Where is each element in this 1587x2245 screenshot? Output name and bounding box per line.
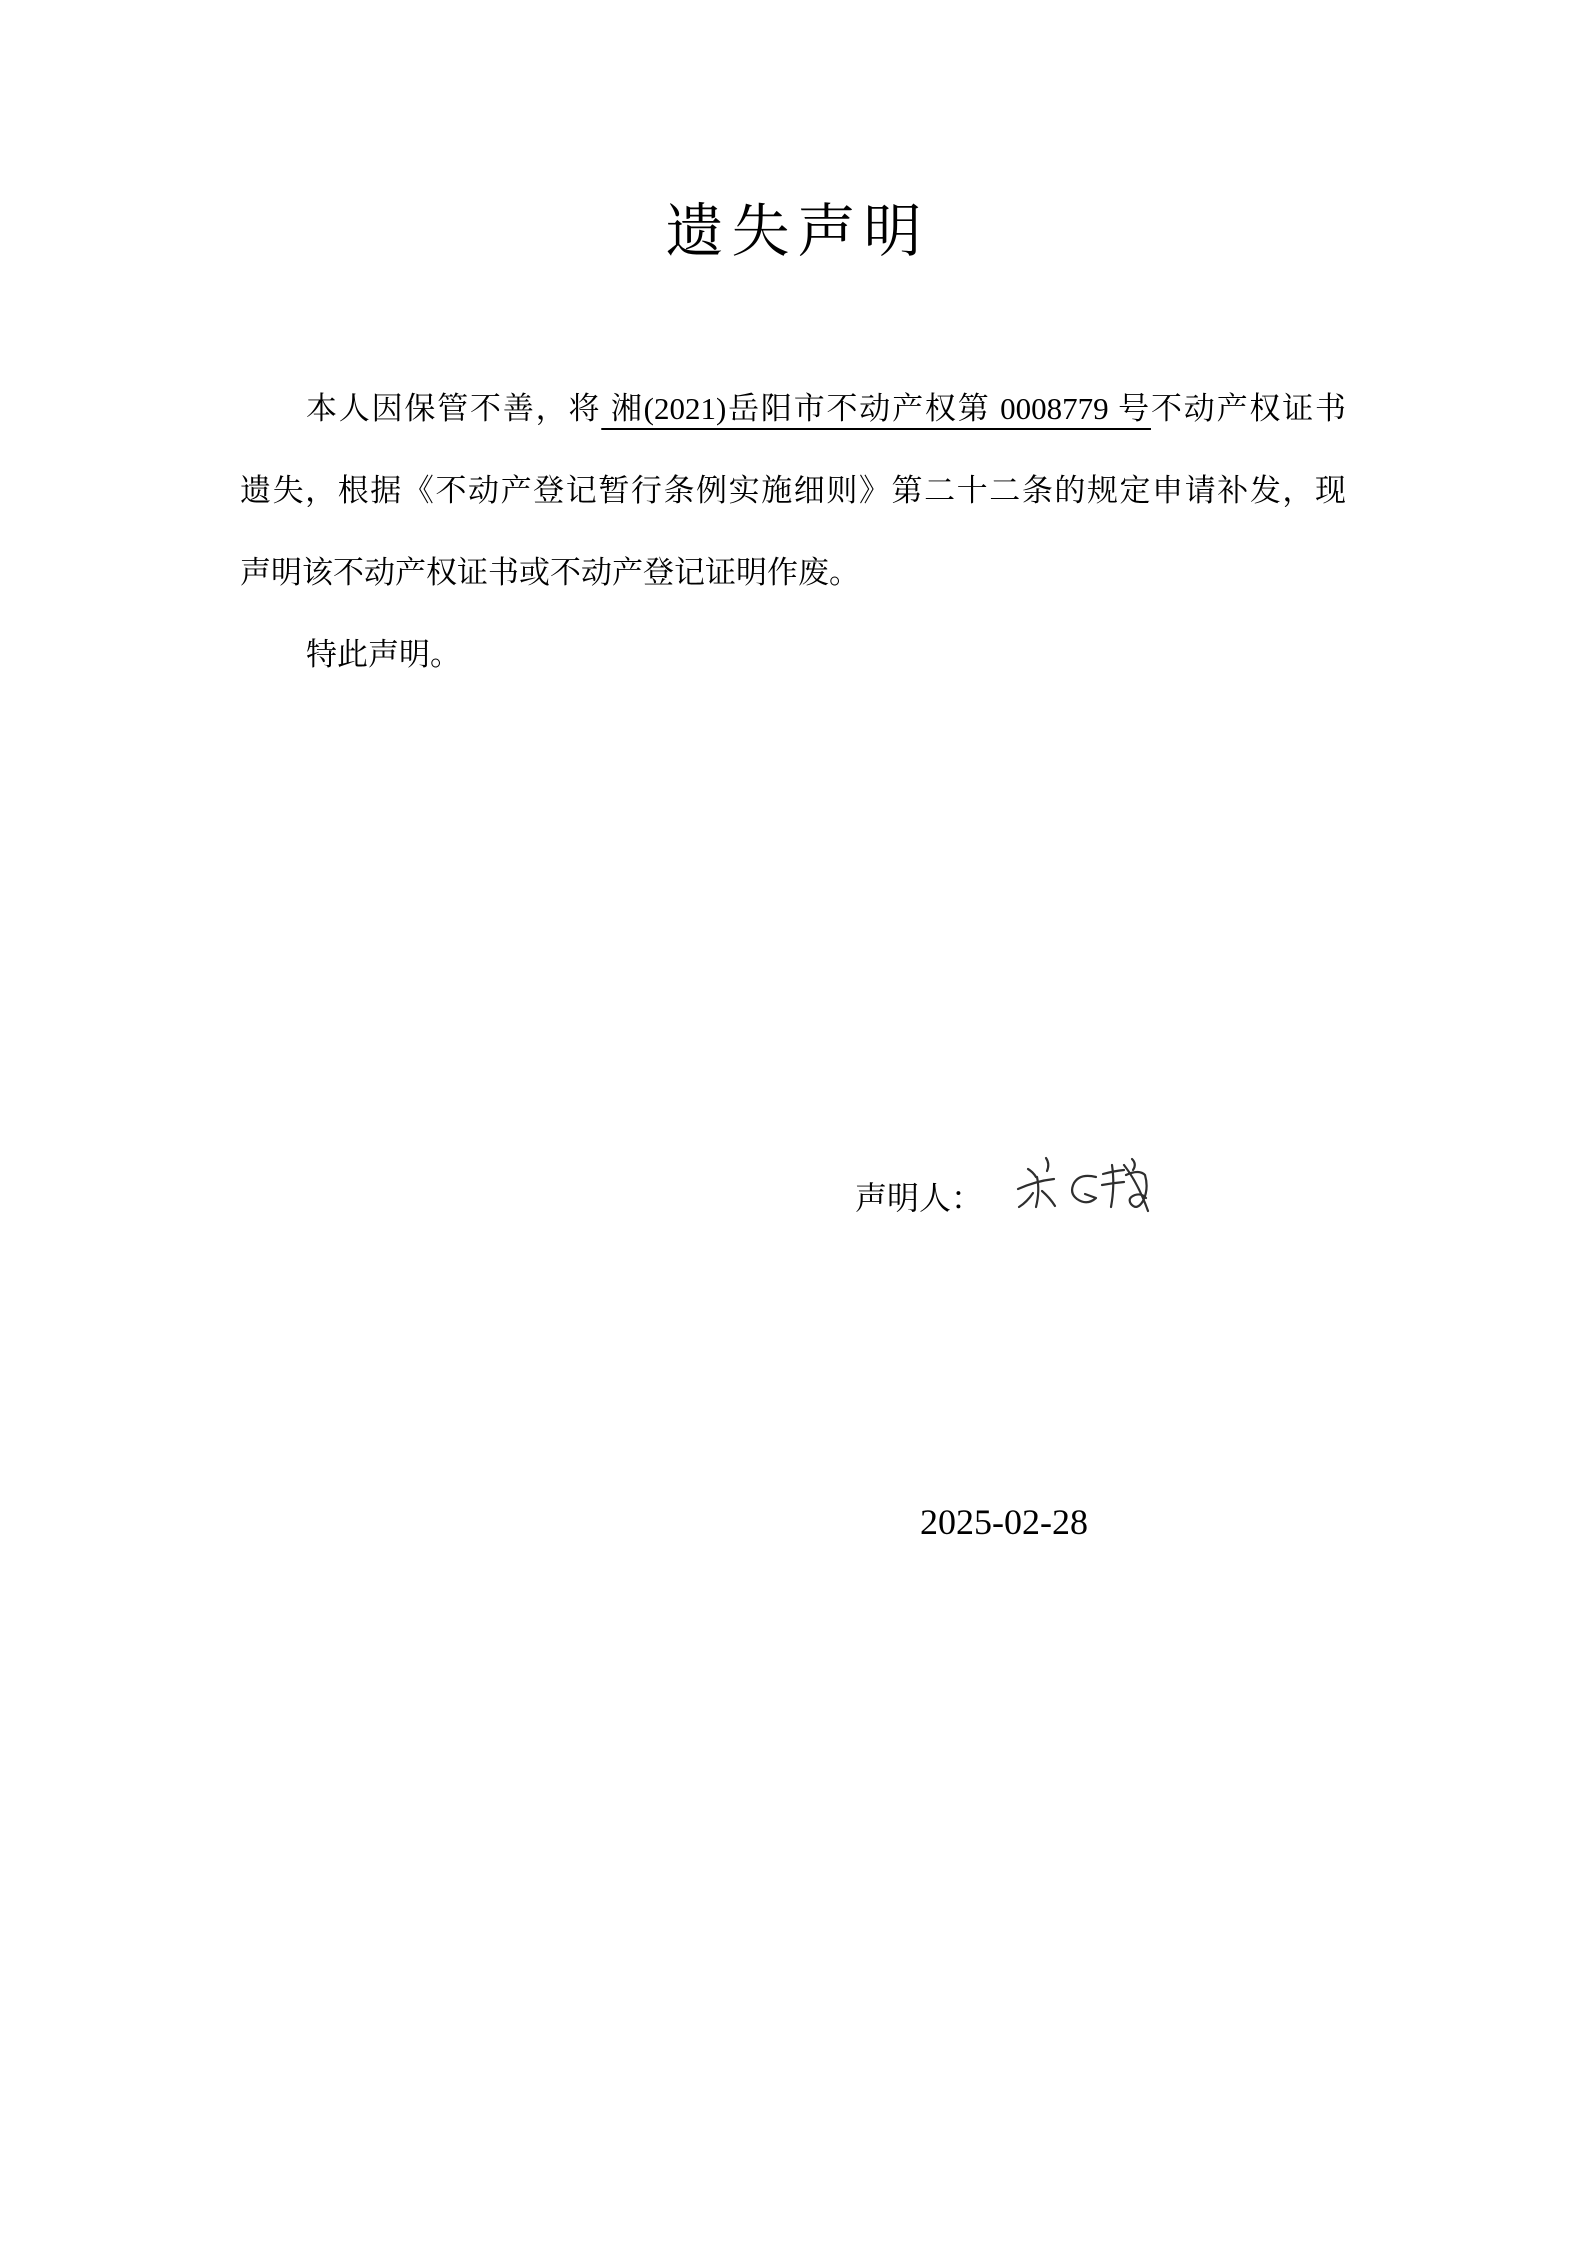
body-line-1-pre: 本人因保管不善，将 — [306, 391, 602, 426]
document-body — [240, 368, 1346, 696]
body-line-1 — [240, 368, 1346, 450]
document-title: 遗失声明 — [665, 199, 930, 264]
closing-statement: 特此声明。 — [306, 637, 461, 672]
signature-handwriting — [1008, 1153, 1160, 1233]
body-line-1-post: 不动产权证书 — [1150, 391, 1347, 426]
body-line-3: 声明该不动产权证书或不动产登记证明作废。 — [240, 555, 860, 590]
declarant-row — [855, 1178, 983, 1218]
document-date: 2025-02-28 — [920, 1502, 1088, 1542]
declarant-label: 声明人： — [855, 1180, 984, 1216]
body-line-2: 遗失，根据《不动产登记暂行条例实施细则》第二十二条的规定申请补发，现 — [240, 473, 1346, 508]
certificate-number-underlined: 湘(2021)岳阳市不动产权第 0008779 号 — [601, 391, 1151, 426]
